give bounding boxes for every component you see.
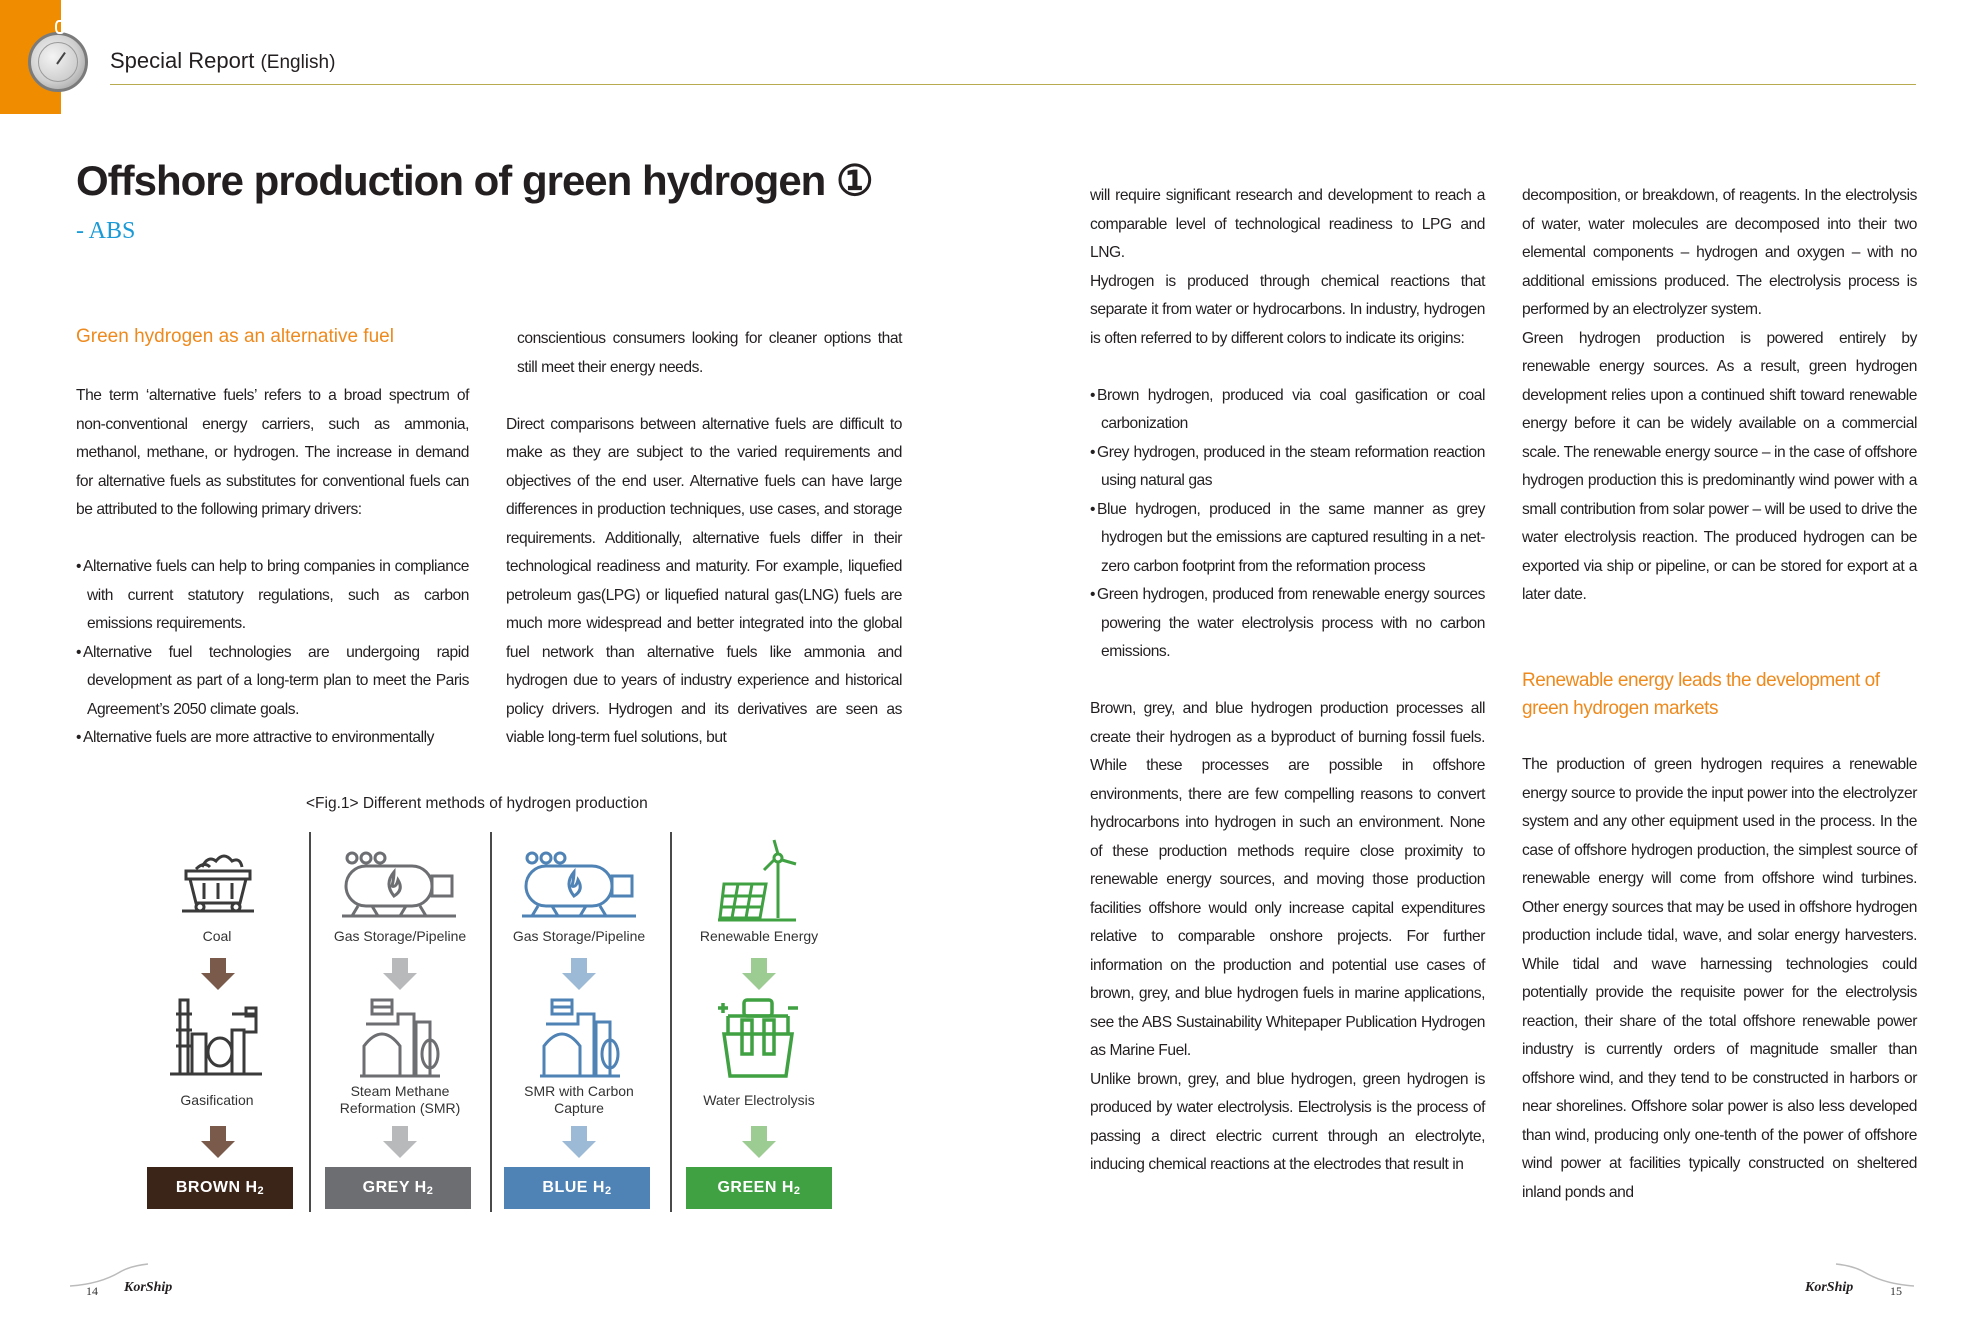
process-line: Water Electrolysis bbox=[703, 1092, 815, 1108]
bullet-item: • Alternative fuels can help to bring companies in compliance with current statutory regulations, such as carbon emissions requirements. bbox=[76, 553, 469, 639]
section-heading-2-line2: green hydrogen markets bbox=[1522, 697, 1719, 719]
down-arrow-icon bbox=[742, 958, 776, 990]
bullet-list bbox=[1090, 382, 1485, 667]
figure-process-label bbox=[669, 1092, 849, 1109]
gas-storage-icon bbox=[522, 850, 638, 920]
paragraph: Hydrogen is produced through chemical reactions that separate it from water or hydrocarbons. In industry, hydrogen is often referred to by different colors to indicate its origins: bbox=[1090, 272, 1485, 347]
result-box-brown bbox=[147, 1167, 293, 1209]
result-label: BLUE H bbox=[542, 1179, 605, 1196]
coal-cart-icon bbox=[180, 845, 256, 915]
down-arrow-icon bbox=[201, 958, 235, 990]
bullet-item: • Alternative fuel technologies are undergoing rapid development as part of a long-term plan to meet the Paris Agreement’s 2050 climate goals. bbox=[76, 639, 469, 725]
paragraph: The term ‘alternative fuels’ refers to a broad spectrum of non-conventional energy carriers, such as ammonia, methanol, methane, or hydrogen. The increase in demand for alternative fuels as substitutes for conventional fuels can be attributed to the following primary drivers: bbox=[76, 387, 469, 518]
down-arrow-icon bbox=[742, 1126, 776, 1158]
text-column-3 bbox=[1090, 182, 1485, 1180]
bullet-continuation: conscientious consumers looking for cleaner options that still meet their energy needs. bbox=[517, 330, 902, 376]
result-label: GREY H bbox=[362, 1179, 427, 1196]
result-label: BROWN H bbox=[175, 1179, 258, 1196]
footer-logo: KorShip bbox=[1805, 1280, 1854, 1295]
bullet-item: • Brown hydrogen, produced via coal gasification or coal carbonization bbox=[1090, 382, 1485, 439]
result-subscript: 2 bbox=[426, 1185, 434, 1197]
process-line: Steam Methane bbox=[350, 1083, 450, 1099]
paragraph: Unlike brown, grey, and blue hydrogen, green hydrogen is produced by water electrolysis. Electrolysis is the process of passing a direct electric current through an electrolyte, inducing chemical reactions at the electrodes that result in bbox=[1090, 1070, 1485, 1173]
result-box-blue bbox=[504, 1167, 650, 1209]
page-number-right: 15 bbox=[1890, 1284, 1902, 1298]
article-byline: - ABS bbox=[76, 218, 136, 244]
page-number-left: 14 bbox=[86, 1284, 98, 1298]
section-title bbox=[110, 48, 335, 74]
renewable-energy-icon bbox=[718, 838, 798, 922]
bullet-item: • Green hydrogen, produced from renewable energy sources powering the water electrolysis process with no carbon emissions. bbox=[1090, 581, 1485, 667]
smr-ccs-plant-icon bbox=[540, 996, 620, 1078]
figure-process-label bbox=[127, 1092, 307, 1109]
paragraph: Direct comparisons between alternative fuels are difficult to make as they are subject to the varied requirements and objectives of the end user. Alternative fuels can have large differences in production techniques, use cases, and storage requirements. Additionally, alternative fuels differ in their technological readiness and maturity. For example, liquefied petroleum gas(LPG) or liquefied natural gas(LNG) fuels are much more widespread and better integrated into the global fuel network than alternative fuels like ammonia and hydrogen due to years of industry experience and historical policy drivers. Hydrogen and its derivatives are seen as viable long-term fuel solutions, but bbox=[506, 415, 902, 746]
bullet-item: • Grey hydrogen, produced in the steam reformation reaction using natural gas bbox=[1090, 439, 1485, 496]
figure-divider bbox=[670, 832, 672, 1212]
figure-source-label: Gas Storage/Pipeline bbox=[512, 928, 646, 944]
figure-process-label bbox=[489, 1083, 669, 1117]
result-subscript: 2 bbox=[793, 1185, 801, 1197]
result-subscript: 2 bbox=[257, 1185, 265, 1197]
header-rule bbox=[110, 84, 1916, 85]
figure-divider bbox=[309, 832, 311, 1212]
figure-source-label: Renewable Energy bbox=[699, 928, 819, 944]
section-heading-2 bbox=[1522, 667, 1917, 723]
figure-source-label: Gas Storage/Pipeline bbox=[333, 928, 467, 944]
section-title-main: Special Report bbox=[110, 48, 255, 73]
smr-plant-icon bbox=[360, 996, 440, 1078]
section-heading-2-line1: Renewable energy leads the development of bbox=[1522, 669, 1880, 691]
down-arrow-icon bbox=[383, 1126, 417, 1158]
down-arrow-icon bbox=[562, 958, 596, 990]
result-box-green bbox=[686, 1167, 832, 1209]
text-column-4 bbox=[1522, 182, 1917, 1207]
figure-source-label: Coal bbox=[202, 928, 232, 944]
process-line: SMR with Carbon bbox=[524, 1083, 634, 1099]
figure-process-label bbox=[310, 1083, 490, 1117]
process-line: Capture bbox=[554, 1100, 604, 1116]
section-title-sub: (English) bbox=[260, 52, 336, 73]
down-arrow-icon bbox=[383, 958, 417, 990]
process-line: Reformation (SMR) bbox=[339, 1100, 461, 1116]
text-column-1 bbox=[76, 382, 469, 753]
figure-divider bbox=[490, 832, 492, 1212]
electrolyzer-icon bbox=[716, 996, 800, 1080]
bullet-list bbox=[76, 553, 469, 753]
text-column-2 bbox=[506, 325, 902, 753]
gas-storage-icon bbox=[342, 850, 458, 920]
paragraph: Green hydrogen production is powered entirely by renewable energy sources. As a result, green hydrogen development relies upon a continued shift toward renewable energy before it can be widely available on a commercial scale. The renewable energy source – in the case of offshore hydrogen production this is predominantly wind power with a small contribution from solar power – will be used to drive the water electrolysis reaction. The produced hydrogen can be exported via ship or pipeline, or can be stored for export at a later date. bbox=[1522, 329, 1917, 603]
result-subscript: 2 bbox=[604, 1185, 612, 1197]
section-heading-1: Green hydrogen as an alternative fuel bbox=[76, 326, 394, 347]
paragraph: decomposition, or breakdown, of reagents. In the electrolysis of water, water molecules are decomposed into their two elemental components – hydrogen and oxygen – with no additional emissions produced. The electrolysis process is performed by an electrolyzer system. bbox=[1522, 187, 1917, 318]
bullet-item: • Alternative fuels are more attractive to environmentally bbox=[76, 724, 469, 753]
article-title: Offshore production of green hydrogen ① bbox=[76, 157, 873, 204]
result-label: GREEN H bbox=[717, 1179, 794, 1196]
bullet-item: • Blue hydrogen, produced in the same manner as grey hydrogen but the emissions are captured resulting in a net-zero carbon footprint from the reformation process bbox=[1090, 496, 1485, 582]
clock-crown bbox=[55, 20, 65, 34]
paragraph: Brown, grey, and blue hydrogen production processes all create their hydrogen as a byproduct of burning fossil fuels. While these processes are possible in offshore environments, there are few compelling reasons to convert hydrocarbons into hydrogen in such an environment. None of these production methods require close proximity to renewable energy sources, and moving those production facilities offshore would only increase capital expenditures relative to comparable onshore projects. For further information on the production and potential use cases of brown, grey, and blue hydrogen fuels in marine applications, see the ABS Sustainability Whitepaper Publication Hydrogen as Marine Fuel. bbox=[1090, 700, 1485, 1059]
footer-logo: KorShip bbox=[124, 1280, 173, 1295]
down-arrow-icon bbox=[201, 1126, 235, 1158]
down-arrow-icon bbox=[562, 1126, 596, 1158]
paragraph: The production of green hydrogen requires a renewable energy source to provide the input power into the electrolyzer system and any other equipment used in the process. In the case of offshore hydrogen production, the simplest source of renewable energy will come from offshore wind turbines. Other energy sources that may be used in offshore hydrogen production include tidal, wave, and solar energy harvesters. While tidal and wave harnessing technologies could potentially provide the requisite power for the electrolysis reaction, their share of the total offshore renewable power industry is currently orders of magnitude smaller than offshore wind, and they tend to be constructed in harbors or near shorelines. Offshore solar power is also less developed than wind, producing only one-tenth of the power of offshore wind power at facilities typically constructed on sheltered inland ponds and bbox=[1522, 756, 1917, 1201]
paragraph: will require significant research and development to reach a comparable level of technological readiness to LPG and LNG. bbox=[1090, 187, 1485, 261]
process-line: Gasification bbox=[180, 1092, 254, 1108]
result-box-grey bbox=[325, 1167, 471, 1209]
figure-caption: <Fig.1> Different methods of hydrogen production bbox=[306, 795, 648, 812]
gasification-plant-icon bbox=[170, 990, 262, 1076]
